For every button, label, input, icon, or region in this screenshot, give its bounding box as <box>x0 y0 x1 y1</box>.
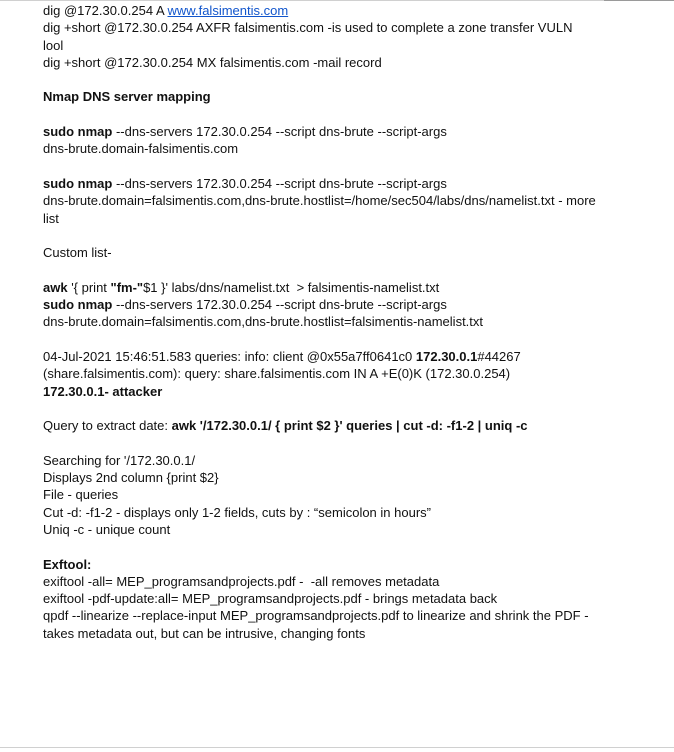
query-cmd: awk '/172.30.0.1/ { print $2 }' queries | cut -d: -f1-2 | uniq -c <box>171 418 528 434</box>
top-border-accent <box>604 0 674 1</box>
awk-cmd-bold: awk <box>43 279 68 295</box>
explain-line-5: Uniq -c - unique count <box>43 521 171 537</box>
query-line <box>43 417 613 434</box>
nmap-heading-text: Nmap DNS server mapping <box>43 89 211 105</box>
spacer <box>43 538 613 555</box>
document-body <box>43 2 613 642</box>
dig-a-text: dig @172.30.0.254 A <box>43 3 168 18</box>
qpdf-line: qpdf --linearize --replace-input MEP_programsandprojects.pdf to linearize and shrink the PDF - <box>43 608 589 624</box>
attacker-text: 172.30.0.1- attacker <box>43 383 163 399</box>
nmap-cmd-3 <box>43 296 613 313</box>
bottom-border <box>0 747 674 748</box>
nmap-cmd-2 <box>43 175 613 192</box>
nmap-cmd-2-cont2: list <box>43 210 59 226</box>
nmap-cmd-2-bold: sudo nmap <box>43 175 113 191</box>
nmap-cmd-3-args: --dns-servers 172.30.0.254 --script dns-brute --script-args <box>112 297 447 313</box>
spacer <box>43 261 613 278</box>
spacer <box>43 331 613 348</box>
spacer <box>43 400 613 417</box>
log-line-1 <box>43 348 613 365</box>
top-border <box>0 0 674 1</box>
nmap-cmd-2-args: --dns-servers 172.30.0.254 --script dns-brute --script-args <box>112 175 447 191</box>
dig-axfr-cont-line: lool <box>43 37 64 53</box>
attacker-line <box>43 383 613 400</box>
spacer <box>43 227 613 244</box>
dig-a-line <box>43 2 613 19</box>
nmap-cmd-3-cont: dns-brute.domain=falsimentis.com,dns-brute.hostlist=falsimentis-namelist.txt <box>43 314 484 330</box>
awk-cmd-a: '{ print <box>67 279 111 295</box>
log-line-1-a: 04-Jul-2021 15:46:51.583 queries: info: client @0x55a7ff0641c0 <box>43 348 416 364</box>
spacer <box>43 106 613 123</box>
log-line-1-port: #44267 <box>477 348 521 364</box>
explain-line-3: File - queries <box>43 487 119 503</box>
awk-cmd-c: $1 }' labs/dns/namelist.txt > falsimentis-namelist.txt <box>143 279 440 295</box>
explain-line-2: Displays 2nd column {print $2} <box>43 470 219 486</box>
spacer <box>43 434 613 451</box>
exiftool-line-1: exiftool -all= MEP_programsandprojects.pdf - -all removes metadata <box>43 573 440 589</box>
awk-cmd-prefix: "fm-" <box>110 279 144 295</box>
exiftool-heading-text: Exftool: <box>43 556 92 572</box>
query-label: Query to extract date: <box>43 418 172 434</box>
awk-cmd-line <box>43 279 613 296</box>
log-line-2: (share.falsimentis.com): query: share.falsimentis.com IN A +E(0)K (172.30.0.254) <box>43 366 511 382</box>
qpdf-line-cont: takes metadata out, but can be intrusive, changing fonts <box>43 625 366 641</box>
exiftool-heading <box>43 556 613 573</box>
dig-axfr-line: dig +short @172.30.0.254 AXFR falsimentis.com -is used to complete a zone transfer VULN <box>43 20 573 36</box>
custom-list-label: Custom list- <box>43 245 112 261</box>
dig-mx-line: dig +short @172.30.0.254 MX falsimentis.com -mail record <box>43 54 382 70</box>
log-line-1-ip: 172.30.0.1 <box>415 348 478 364</box>
nmap-heading <box>43 88 613 105</box>
nmap-cmd-2-cont: dns-brute.domain=falsimentis.com,dns-brute.hostlist=/home/sec504/labs/dns/namelist.txt - more <box>43 193 596 209</box>
explain-line-1: Searching for '/172.30.0.1/ <box>43 452 196 468</box>
nmap-cmd-3-bold: sudo nmap <box>43 297 113 313</box>
nmap-cmd-1-args: --dns-servers 172.30.0.254 --script dns-brute --script-args <box>112 124 447 140</box>
nmap-cmd-1-bold: sudo nmap <box>43 124 113 140</box>
explain-line-4: Cut -d: -f1-2 - displays only 1-2 fields, cuts by : “semicolon in hours” <box>43 504 431 520</box>
spacer <box>43 158 613 175</box>
nmap-cmd-1-cont: dns-brute.domain-falsimentis.com <box>43 141 239 157</box>
exiftool-line-2: exiftool -pdf-update:all= MEP_programsandprojects.pdf - brings metadata back <box>43 591 498 607</box>
nmap-cmd-1 <box>43 123 613 140</box>
spacer <box>43 71 613 88</box>
falsimentis-link[interactable]: www.falsimentis.com <box>167 3 289 18</box>
